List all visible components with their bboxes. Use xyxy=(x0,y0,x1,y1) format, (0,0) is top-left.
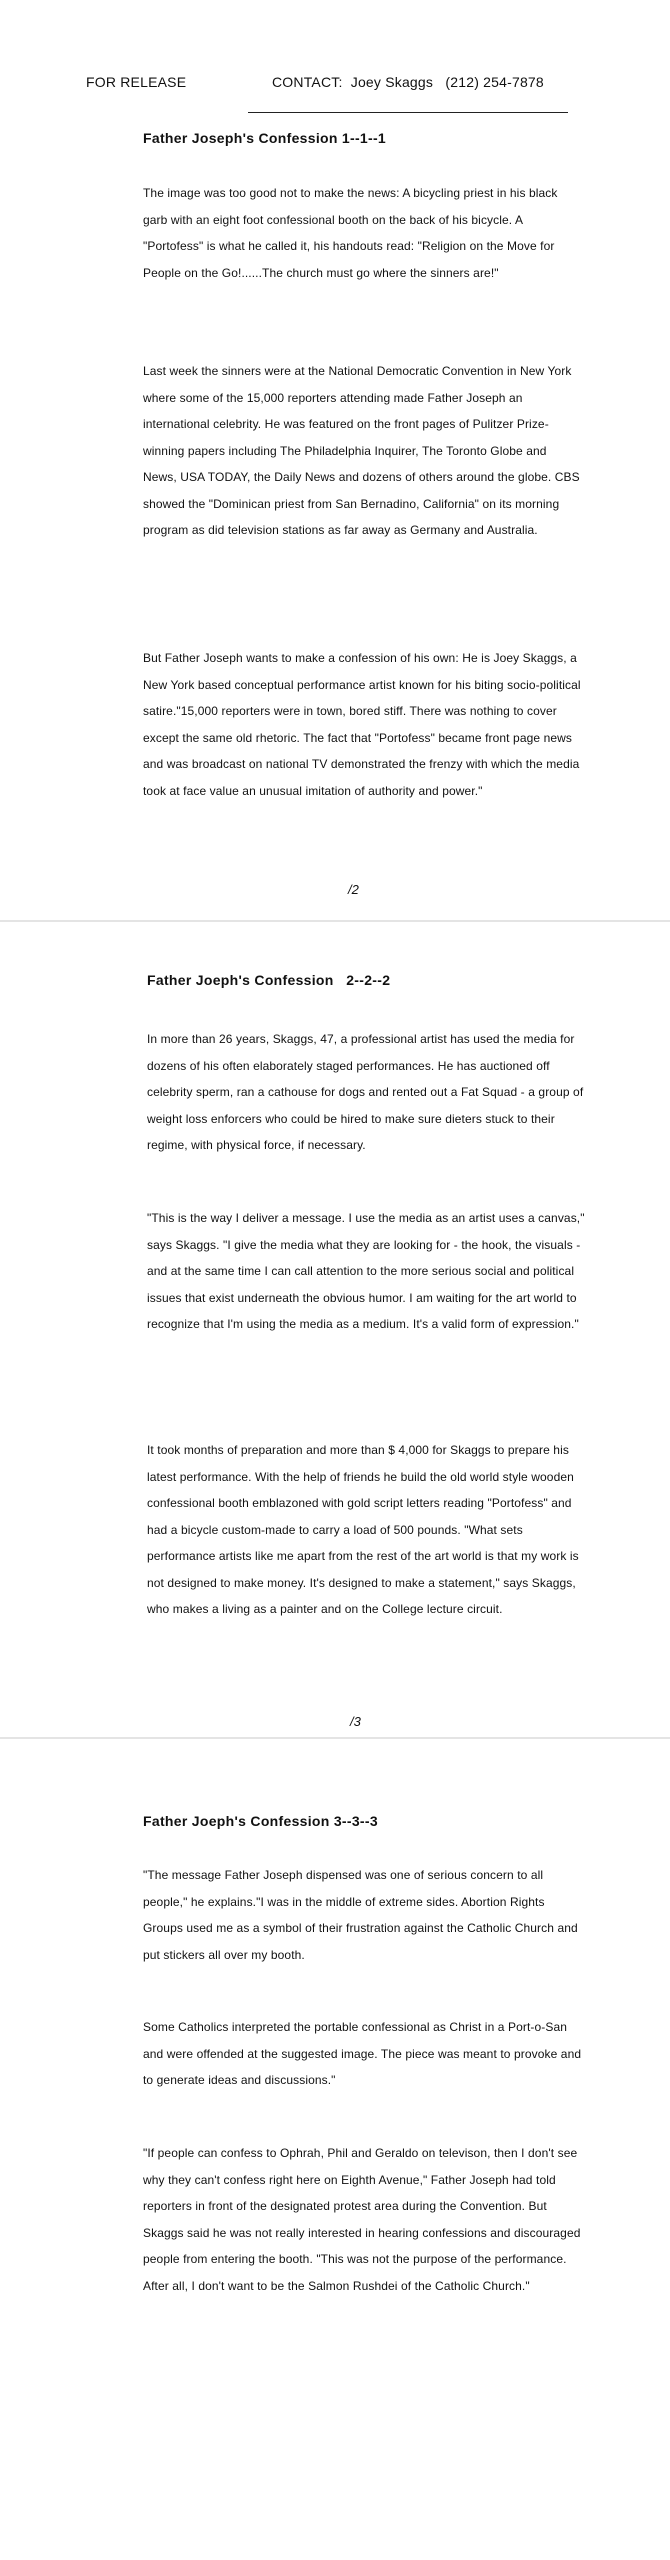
page-2-paragraph-1: In more than 26 years, Skaggs, 47, a professional artist has used the media for dozens of his often elaborately staged performances. He has auctioned off celebrity sperm, ran a cathouse for dogs and rented out a Fat Squad - a group of weight loss enforcers who could be hired to make sure dieters stuck to their regime, with physical force, if necessary. xyxy=(147,1032,584,1152)
page-1-heading: Father Joseph's Confession 1--1--1 xyxy=(143,130,387,146)
page-1-marker: /2 xyxy=(348,882,359,897)
page-2-paragraph-2: "This is the way I deliver a message. I use the media as an artist uses a canvas," says Skaggs. "I give the media what they are looking for - the hook, the visuals - and at the same time I can call attention to the more serious social and political issues that exist underneath the obvious humor. I am waiting for the art world to recognize that I'm using the media as a medium. It's a valid form of expression." xyxy=(147,1211,585,1331)
document-page-2 xyxy=(0,922,670,1735)
page-2-heading: Father Joeph's Confession 2--2--2 xyxy=(147,972,391,988)
document-page-3 xyxy=(0,1739,670,2560)
page-2-paragraph-3: It took months of preparation and more than $ 4,000 for Skaggs to prepare his latest performance. With the help of friends he build the old world style wooden confessional booth emblazoned with gold script letters reading "Portofess" and had a bicycle custom-made to carry a load of 500 pounds. "What sets performance artists like me apart from the rest of the art world is that my work is not designed to make money. It's designed to make a statement," says Skaggs, who makes a living as a painter and on the College lecture circuit. xyxy=(147,1443,579,1616)
page-3-paragraph-2: Some Catholics interpreted the portable confessional as Christ in a Port-o-San and were offended at the suggested image. The piece was meant to provoke and to generate ideas and discussions." xyxy=(143,2020,582,2087)
contact-info: CONTACT: Joey Skaggs (212) 254-7878 xyxy=(272,74,544,90)
page-1-paragraph-2: Last week the sinners were at the National Democratic Convention in New York where some of the 15,000 reporters attending made Father Joseph an international celebrity. He was featured on the front pages of Pulitzer Prize-winning papers including The Philadelphia Inquirer, The Toronto Globe and News, USA TODAY, the Daily News and dozens of others around the globe. CBS showed the "Dominican priest from San Bernadino, California" on its morning program as did television stations as far away as Germany and Australia. xyxy=(143,364,580,537)
page-3-heading: Father Joeph's Confession 3--3--3 xyxy=(143,1813,378,1829)
page-3-paragraph-1: "The message Father Joseph dispensed was one of serious concern to all people," he explains."I was in the middle of extreme sides. Abortion Rights Groups used me as a symbol of their frustration against the Catholic Church and put stickers all over my booth. xyxy=(143,1868,578,1962)
page-3-paragraph-3: "If people can confess to Ophrah, Phil and Geraldo on televison, then I don't see why they can't confess right here on Eighth Avenue," Father Joseph had told reporters in front of the designated protest area during the Convention. But Skaggs said he was not really interested in hearing confessions and discouraged people from entering the booth. "This was not the purpose of the performance. After all, I don't want to be the Salmon Rushdei of the Catholic Church." xyxy=(143,2146,581,2293)
header-rule xyxy=(248,112,568,113)
page-1-paragraph-3: But Father Joseph wants to make a confession of his own: He is Joey Skaggs, a New York based conceptual performance artist known for his biting socio-political satire."15,000 reporters were in town, bored stiff. There was nothing to cover except the same old rhetoric. The fact that "Portofess" became front page news and was broadcast on national TV demonstrated the frenzy with which the media took at face value an unusual imitation of authority and power." xyxy=(143,651,581,798)
release-label: FOR RELEASE xyxy=(86,74,187,90)
page-2-marker: /3 xyxy=(350,1714,361,1729)
page-1-paragraph-1: The image was too good not to make the news: A bicycling priest in his black garb with an eight foot confessional booth on the back of his bicycle. A "Portofess" is what he called it, his handouts read: "Religion on the Move for People on the Go!......The church must go where the sinners are!" xyxy=(143,186,558,280)
document-page-1 xyxy=(0,0,670,920)
